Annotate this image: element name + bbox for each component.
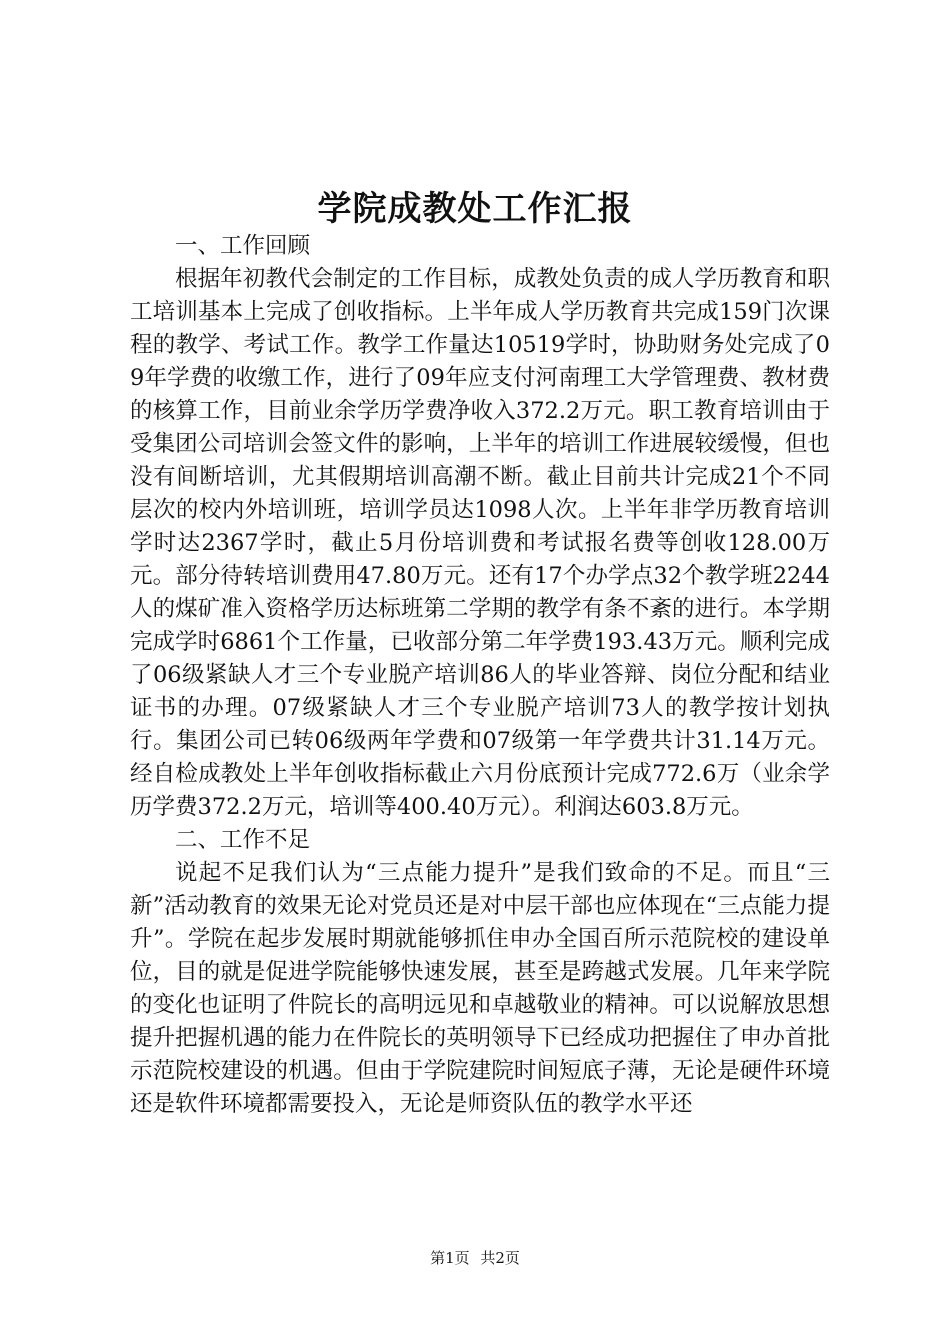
page-total: 共2页 [480,1249,520,1267]
page-footer [0,1248,950,1268]
document-body [130,230,830,1121]
document-title: 学院成教处工作汇报 [317,189,633,229]
section-heading-review: 一、工作回顾 [175,233,311,259]
page-number: 第1页 [430,1249,470,1267]
section-paragraph-review: 根据年初教代会制定的工作目标，成教处负责的成人学历教育和职工培训基本上完成了创收指标。上半年成人学历教育共完成159门次课程的教学、考试工作。教学工作量达10519学时，协助财务处完成了09年学费的收缴工作，进行了09年应支付河南理工大学管理费、教材费的核算工作，目前业余学历学费净收入372.2万元。职工教育培训由于受集团公司培训会签文件的影响，上半年的培训工作进展较缓慢，但也没有间断培训，尤其假期培训高潮不断。截止目前共计完成21个不同层次的校内外培训班，培训学员达1098人次。上半年非学历教育培训学时达2367学时，截止5月份培训费和考试报名费等创收128.00万元。部分待转培训费用47.80万元。还有17个办学点32个教学班2244人的煤矿准入资格学历达标班第二学期的教学有条不紊的进行。本学期完成学时6861个工作量，已收部分第二年学费193.43万元。顺利完成了06级紧缺人才三个专业脱产培训86人的毕业答辩、岗位分配和结业证书的办理。07级紧缺人才三个专业脱产培训73人的教学按计划执行。集团公司已转06级两年学费和07级第一年学费共计31.14万元。经自检成教处上半年创收指标截止六月份底预计完成772.6万（业余学历学费372.2万元，培训等400.40万元）。利润达603.8万元。 [130,266,830,820]
section-heading-shortcomings: 二、工作不足 [175,827,311,853]
section-paragraph-shortcomings: 说起不足我们认为“三点能力提升”是我们致命的不足。而且“三新”活动教育的效果无论对党员还是对中层干部也应体现在“三点能力提升”。学院在起步发展时期就能够抓住申办全国百所示范院校的建设单位，目的就是促进学院能够快速发展，甚至是跨越式发展。几年来学院的变化也证明了件院长的高明远见和卓越敬业的精神。可以说解放思想提升把握机遇的能力在件院长的英明领导下已经成功把握住了申办首批示范院校建设的机遇。但由于学院建院时间短底子薄，无论是硬件环境还是软件环境都需要投入，无论是师资队伍的教学水平还 [130,860,830,1117]
